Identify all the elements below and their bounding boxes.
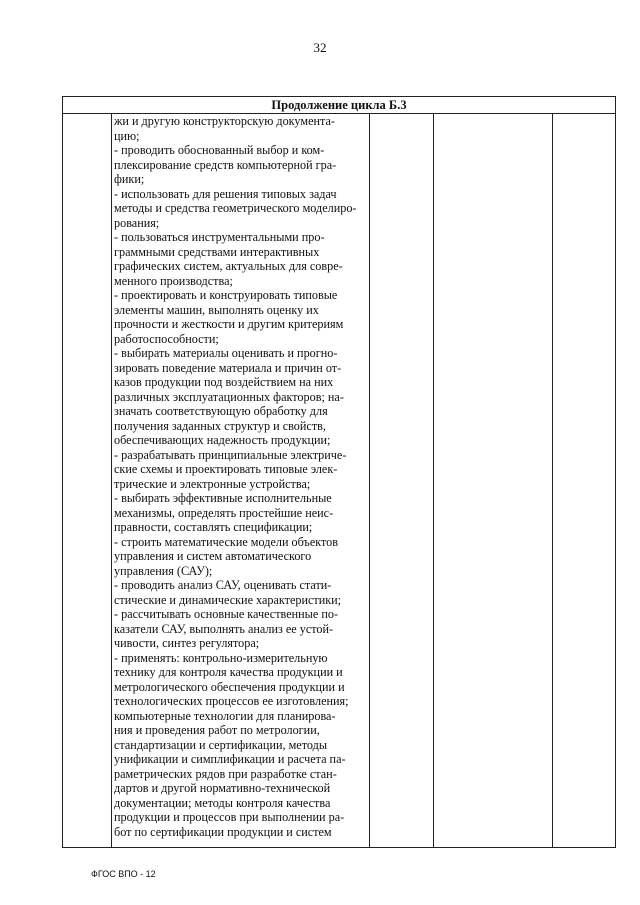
text-line: фики;	[114, 172, 145, 186]
text-line: - выбирать эффективные исполнительные	[114, 491, 332, 505]
text-line: управления (САУ);	[114, 563, 213, 578]
text-line: стические и динамические характеристики;	[114, 592, 342, 607]
column-divider-3	[433, 113, 434, 847]
text-line: - проводить обоснованный выбор и ком-	[114, 143, 325, 157]
text-line: зировать поведение материала и причин от-	[114, 360, 342, 375]
text-line: - строить математические модели объектов	[114, 534, 339, 549]
text-line: рования;	[114, 215, 160, 230]
text-line: казов продукции под воздействием на них	[114, 375, 334, 389]
text-line: унификации и симплификации и расчета па-	[114, 752, 346, 766]
column-divider-1	[111, 113, 112, 847]
text-line: методы и средства геометрического моделиро-	[114, 201, 357, 215]
text-line: различных эксплуатационных факторов; на-	[114, 389, 344, 404]
text-line: работоспособности;	[114, 331, 219, 346]
text-line: документации; методы контроля качества	[114, 795, 331, 810]
text-line: - использовать для решения типовых задач	[114, 186, 337, 201]
text-line: технику для контроля качества продукции и	[114, 665, 343, 679]
text-line: получения заданных структур и свойств,	[114, 418, 326, 433]
footer-label: ФГОС ВПО - 12	[91, 869, 156, 879]
text-line: ния и проведения работ по метрологии,	[114, 723, 320, 737]
text-line: жи и другую конструкторскую документа-	[114, 114, 335, 128]
column-divider-4	[552, 113, 553, 847]
text-line: элементы машин, выполнять оценку их	[114, 302, 319, 317]
page-number: 32	[313, 40, 327, 55]
text-line: графических систем, актуальных для совре-	[114, 259, 343, 273]
text-line: прочности и жесткости и другим критериям	[114, 317, 344, 331]
text-line: значать соответствующую обработку для	[114, 404, 328, 418]
text-line: граммными средствами интерактивных	[114, 244, 320, 259]
text-line: правности, составлять спецификации;	[114, 520, 313, 534]
column-divider-2	[369, 113, 370, 847]
text-line: - рассчитывать основные качественные по-	[114, 607, 339, 621]
text-line: обеспечивающих надежность продукции;	[114, 433, 331, 447]
text-line: компьютерные технологии для планирова-	[114, 708, 336, 723]
text-line: чивости, синтез регулятора;	[114, 636, 260, 650]
text-line: управления и систем автоматического	[114, 549, 312, 563]
text-line: - применять: контрольно-измерительную	[114, 650, 328, 665]
text-line: технологических процессов ее изготовления;	[114, 694, 349, 708]
text-line: раметрических рядов при разработке стан-	[114, 766, 337, 781]
text-line: бот по сертификации продукции и систем	[114, 824, 332, 839]
text-line: ские схемы и проектировать типовые элек-	[114, 462, 338, 476]
text-line: - проводить анализ САУ, оценивать стати-	[114, 578, 332, 592]
text-line: трические и электронные устройства;	[114, 476, 311, 491]
text-line: стандартизации и сертификации, методы	[114, 737, 328, 752]
text-line: - выбирать материалы оценивать и прогно-	[114, 346, 338, 360]
text-line: менного производства;	[114, 273, 233, 288]
text-line: метрологического обеспечения продукции и	[114, 679, 345, 694]
text-line: казатели САУ, выполнять анализ ее устой-	[114, 621, 334, 636]
text-line: цию;	[114, 128, 140, 143]
text-line: - разрабатывать принципиальные электриче-	[114, 447, 347, 462]
competency-text	[114, 114, 362, 839]
text-line: - пользоваться инструментальными про-	[114, 230, 325, 244]
text-line: механизмы, определять простейшие неис-	[114, 505, 334, 520]
text-line: - проектировать и конструировать типовые	[114, 288, 338, 302]
text-line: плексирование средств компьютерной гра-	[114, 157, 337, 172]
table-header: Продолжение цикла Б.3	[63, 97, 615, 114]
curriculum-table	[62, 96, 616, 848]
text-line: продукции и процессов при выполнении ра-	[114, 810, 345, 824]
text-line: дартов и другой нормативно-технической	[114, 781, 331, 795]
